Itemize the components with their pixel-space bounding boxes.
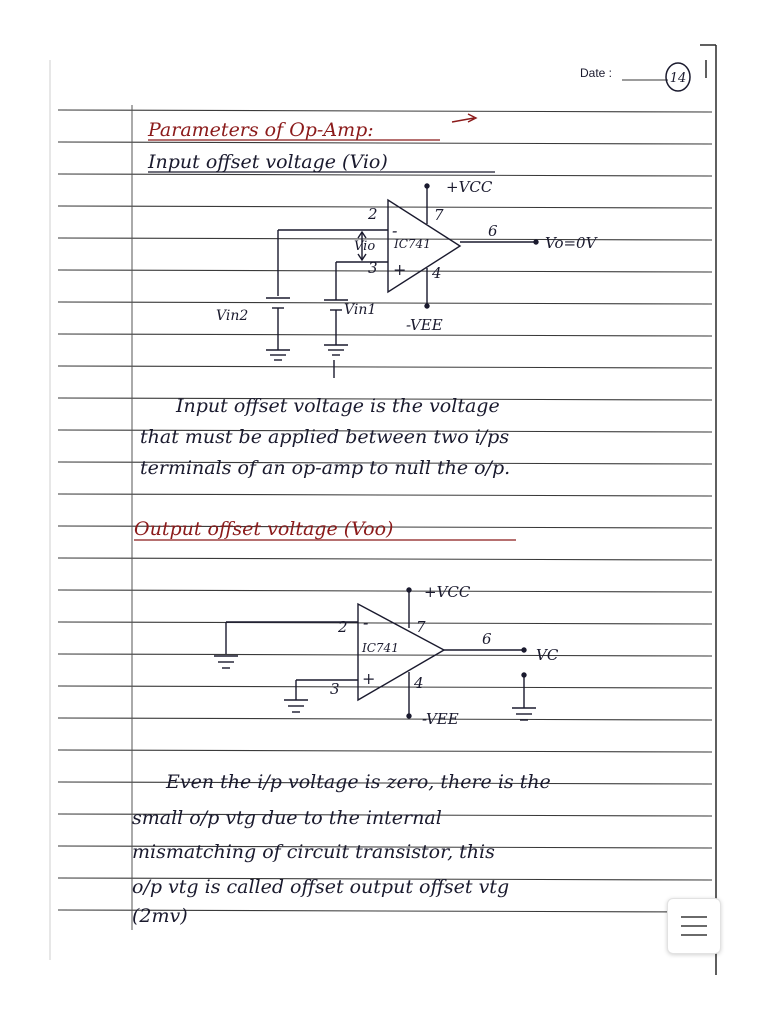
description-line: terminals of an op-amp to null the o/p. bbox=[140, 457, 511, 479]
inverting-sign: - bbox=[392, 221, 398, 240]
vio-label: Vio bbox=[354, 239, 376, 254]
non-inverting-sign: + bbox=[393, 260, 407, 279]
ic-label: IC741 bbox=[362, 641, 399, 655]
pin-3-label: 3 bbox=[330, 680, 340, 698]
ground-icon bbox=[266, 350, 290, 360]
section-title: Parameters of Op-Amp: bbox=[148, 119, 374, 141]
description-line: o/p vtg is called offset output offset vtg bbox=[132, 876, 510, 898]
pin-7-label: 7 bbox=[416, 618, 426, 636]
output-label: VC bbox=[536, 646, 559, 664]
description-line: that must be applied between two i/ps bbox=[140, 426, 510, 448]
pin-7-label: 7 bbox=[434, 206, 444, 224]
pin-3-label: 3 bbox=[368, 259, 378, 277]
vee-label: -VEE bbox=[406, 316, 443, 334]
description-line: (2mv) bbox=[132, 905, 188, 927]
pin-4-label: 4 bbox=[432, 264, 442, 282]
vcc-label: +VCC bbox=[446, 178, 493, 196]
page-number: 14 bbox=[669, 71, 687, 86]
ic-label: IC741 bbox=[394, 237, 431, 251]
pin-6-label: 6 bbox=[482, 630, 492, 648]
battery-vin2 bbox=[266, 298, 290, 350]
vin1-label: Vin1 bbox=[344, 302, 377, 318]
description-line: small o/p vtg due to the internal bbox=[132, 807, 442, 829]
description-line: mismatching of circuit transistor, this bbox=[132, 841, 495, 863]
description-line: Even the i/p voltage is zero, there is the bbox=[166, 771, 551, 793]
ground-icon bbox=[512, 708, 536, 720]
arrow-icon bbox=[452, 114, 476, 122]
pin-4-label: 4 bbox=[414, 674, 424, 692]
vee-label: -VEE bbox=[422, 710, 459, 728]
circuit-diagram-1 bbox=[266, 184, 538, 378]
description-line: Input offset voltage is the voltage bbox=[176, 395, 500, 417]
hamburger-menu-icon[interactable] bbox=[667, 898, 721, 954]
ground-icon bbox=[284, 700, 308, 712]
vcc-label: +VCC bbox=[424, 583, 471, 601]
pin-2-label: 2 bbox=[368, 205, 378, 223]
output-label: Vo=0V bbox=[545, 234, 597, 252]
inverting-sign: - bbox=[363, 613, 369, 632]
pin-2-label: 2 bbox=[338, 618, 348, 636]
vin2-label: Vin2 bbox=[216, 308, 249, 324]
date-label: Date : bbox=[580, 66, 613, 80]
subtitle-input-offset: Input offset voltage (Vio) bbox=[148, 151, 388, 173]
non-inverting-sign: + bbox=[362, 669, 376, 688]
pin-6-label: 6 bbox=[488, 222, 498, 240]
ground-icon bbox=[214, 656, 238, 668]
subtitle-output-offset: Output offset voltage (Voo) bbox=[134, 518, 394, 540]
ground-icon bbox=[324, 345, 348, 378]
